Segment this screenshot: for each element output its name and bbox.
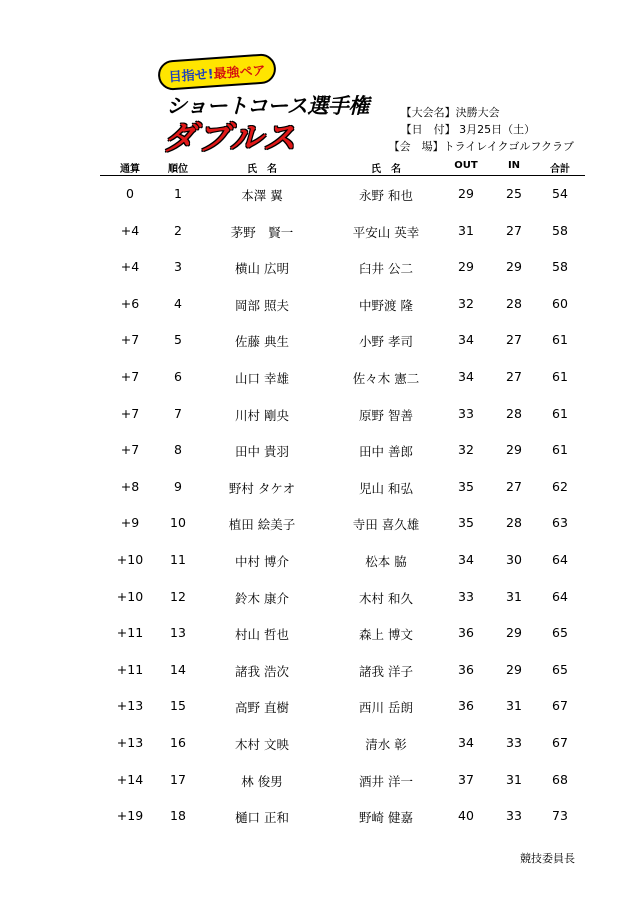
event-info	[389, 104, 574, 155]
rank-cell: 10	[170, 515, 186, 531]
total-cell: +4	[120, 259, 140, 275]
in-score: 30	[506, 552, 522, 567]
rank-cell: 18	[170, 808, 186, 824]
total-cell: +14	[116, 771, 144, 787]
in-score: 33	[506, 808, 522, 824]
table-row	[100, 589, 585, 609]
total-cell: +11	[116, 625, 144, 641]
total-score: 67	[552, 735, 568, 750]
in-score: 33	[506, 735, 522, 750]
out-score: 34	[458, 552, 474, 567]
rank-cell: 11	[170, 552, 186, 567]
in-score: 27	[506, 332, 522, 348]
player1-name: 川村 剛央	[235, 407, 289, 423]
in-score: 29	[506, 259, 522, 275]
table-row	[100, 442, 585, 462]
badge-text-part1: 目指せ!	[168, 66, 215, 85]
out-score: 33	[458, 588, 474, 604]
total-score: 58	[552, 222, 568, 238]
player1-name: 村山 哲也	[235, 627, 289, 643]
out-score: 33	[458, 405, 474, 421]
total-score: 61	[552, 332, 568, 348]
total-cell: +10	[116, 588, 144, 604]
out-score: 29	[458, 186, 474, 201]
in-score: 31	[506, 588, 522, 604]
in-score: 27	[506, 478, 522, 494]
total-score: 61	[552, 442, 568, 458]
out-score: 32	[458, 442, 474, 458]
rank-cell: 8	[174, 442, 182, 458]
player2-name: 平安山 英幸	[352, 224, 420, 240]
badge-text-part2: 最強ペア	[213, 63, 267, 82]
player1-name: 植田 絵美子	[228, 517, 296, 533]
player2-name: 田中 善郎	[359, 444, 413, 460]
player2-name: 児山 和弘	[359, 480, 413, 496]
total-cell: +6	[120, 295, 140, 311]
table-row	[100, 369, 585, 389]
rank-cell: 14	[170, 661, 186, 677]
in-score: 31	[506, 698, 522, 714]
rank-cell: 13	[170, 625, 186, 641]
player2-name: 諸我 洋子	[359, 663, 413, 679]
player2-name: 清水 彰	[365, 737, 407, 752]
player1-name: 野村 タケオ	[228, 480, 296, 496]
in-score: 29	[506, 442, 522, 458]
player1-name: 佐藤 典生	[235, 334, 289, 350]
table-row	[100, 625, 585, 645]
column-header-out: OUT	[454, 160, 478, 171]
player1-name: 山口 幸雄	[235, 371, 289, 386]
player1-name: 鈴木 康介	[235, 590, 289, 606]
in-score: 27	[506, 369, 522, 384]
out-score: 34	[458, 369, 474, 384]
column-header-sum: 合計	[550, 164, 570, 175]
in-score: 27	[506, 222, 522, 238]
player1-name: 木村 文映	[235, 737, 289, 752]
out-score: 31	[458, 222, 474, 238]
column-header-total: 通算	[120, 164, 140, 175]
out-score: 34	[458, 735, 474, 750]
player1-name: 田中 貴羽	[235, 444, 289, 460]
in-score: 29	[506, 661, 522, 677]
player1-name: 樋口 正和	[235, 810, 289, 826]
out-score: 32	[458, 295, 474, 311]
player1-name: 高野 直樹	[235, 700, 289, 716]
in-score: 28	[506, 515, 522, 531]
column-header-rank: 順位	[168, 164, 188, 175]
player2-name: 西川 岳朗	[359, 700, 413, 716]
rank-cell: 4	[174, 295, 182, 311]
total-score: 68	[552, 771, 568, 787]
out-score: 34	[458, 332, 474, 348]
total-cell: +13	[116, 735, 144, 750]
title-line2: ダブルス	[163, 118, 297, 157]
out-score: 36	[458, 661, 474, 677]
total-score: 62	[552, 478, 568, 494]
total-cell: +7	[120, 369, 140, 384]
table-row	[100, 186, 585, 206]
table-row	[100, 735, 585, 755]
column-header-player1: 氏 名	[247, 164, 277, 175]
total-score: 60	[552, 295, 568, 311]
rank-cell: 16	[170, 735, 186, 750]
total-cell: 0	[126, 186, 134, 201]
player2-name: 中野渡 隆	[359, 297, 413, 313]
title-line1: ショートコース選手権	[166, 94, 369, 118]
total-score: 67	[552, 698, 568, 714]
table-row	[100, 552, 585, 572]
player2-name: 木村 和久	[359, 590, 413, 606]
total-cell: +13	[116, 698, 144, 714]
rank-cell: 3	[174, 259, 182, 275]
event-badge	[157, 53, 277, 91]
badge-text	[168, 59, 266, 85]
out-score: 29	[458, 259, 474, 275]
total-score: 73	[552, 808, 568, 824]
player1-name: 中村 博介	[235, 554, 289, 569]
player1-name: 諸我 浩次	[235, 663, 289, 679]
player2-name: 森上 博文	[359, 627, 413, 643]
rank-cell: 7	[174, 405, 182, 421]
rank-cell: 12	[170, 588, 186, 604]
table-row	[100, 479, 585, 499]
player2-name: 松本 脇	[365, 554, 407, 569]
table-row	[100, 698, 585, 718]
player1-name: 林 俊男	[241, 773, 283, 789]
player2-name: 佐々木 憲二	[352, 371, 420, 386]
total-cell: +11	[116, 661, 144, 677]
total-cell: +7	[120, 442, 140, 458]
table-row	[100, 808, 585, 828]
in-score: 25	[506, 186, 522, 201]
total-score: 65	[552, 661, 568, 677]
in-score: 31	[506, 771, 522, 787]
table-row	[100, 223, 585, 243]
table-row	[100, 296, 585, 316]
player2-name: 小野 孝司	[359, 334, 413, 350]
table-row	[100, 406, 585, 426]
out-score: 35	[458, 515, 474, 531]
total-score: 61	[552, 369, 568, 384]
info-venue: 【会 場】トライレイクゴルフクラブ	[388, 140, 574, 153]
out-score: 36	[458, 625, 474, 641]
player1-name: 岡部 照夫	[235, 297, 289, 313]
in-score: 28	[506, 405, 522, 421]
table-row	[100, 662, 585, 682]
total-score: 65	[552, 625, 568, 641]
out-score: 40	[458, 808, 474, 824]
total-score: 54	[552, 186, 568, 201]
total-cell: +19	[116, 808, 144, 824]
rank-cell: 6	[174, 369, 182, 384]
out-score: 37	[458, 771, 474, 787]
total-cell: +9	[120, 515, 140, 531]
rank-cell: 1	[174, 186, 182, 201]
total-score: 63	[552, 515, 568, 531]
total-score: 61	[552, 405, 568, 421]
total-cell: +4	[120, 222, 140, 238]
rank-cell: 15	[170, 698, 186, 714]
total-cell: +7	[120, 332, 140, 348]
table-row	[100, 515, 585, 535]
rank-cell: 9	[174, 478, 182, 494]
table-row	[100, 259, 585, 279]
player1-name: 茅野 賢一	[230, 224, 294, 240]
player2-name: 原野 智善	[359, 407, 413, 423]
player1-name: 本澤 翼	[241, 188, 283, 203]
total-cell: +7	[120, 405, 140, 421]
table-row	[100, 332, 585, 352]
rank-cell: 17	[170, 771, 186, 787]
rank-cell: 5	[174, 332, 182, 348]
signature-label: 競技委員長	[520, 852, 575, 865]
total-score: 64	[552, 552, 568, 567]
player2-name: 酒井 洋一	[359, 773, 413, 789]
total-score: 58	[552, 259, 568, 275]
out-score: 35	[458, 478, 474, 494]
rank-cell: 2	[174, 222, 182, 238]
table-row	[100, 772, 585, 792]
player2-name: 寺田 喜久雄	[352, 517, 420, 533]
info-date: 【日 付】 3月25日（土）	[400, 123, 536, 136]
out-score: 36	[458, 698, 474, 714]
player2-name: 野崎 健嘉	[359, 810, 413, 826]
column-header-player2: 氏 名	[371, 164, 401, 175]
column-header-in: IN	[507, 160, 521, 171]
total-cell: +8	[120, 478, 140, 494]
total-cell: +10	[116, 552, 144, 567]
player1-name: 横山 広明	[235, 261, 289, 277]
total-score: 64	[552, 588, 568, 604]
in-score: 29	[506, 625, 522, 641]
player2-name: 永野 和也	[359, 188, 413, 203]
table-header	[100, 158, 585, 176]
info-event-name: 【大会名】決勝大会	[400, 106, 500, 119]
in-score: 28	[506, 295, 522, 311]
player2-name: 臼井 公二	[359, 261, 413, 277]
